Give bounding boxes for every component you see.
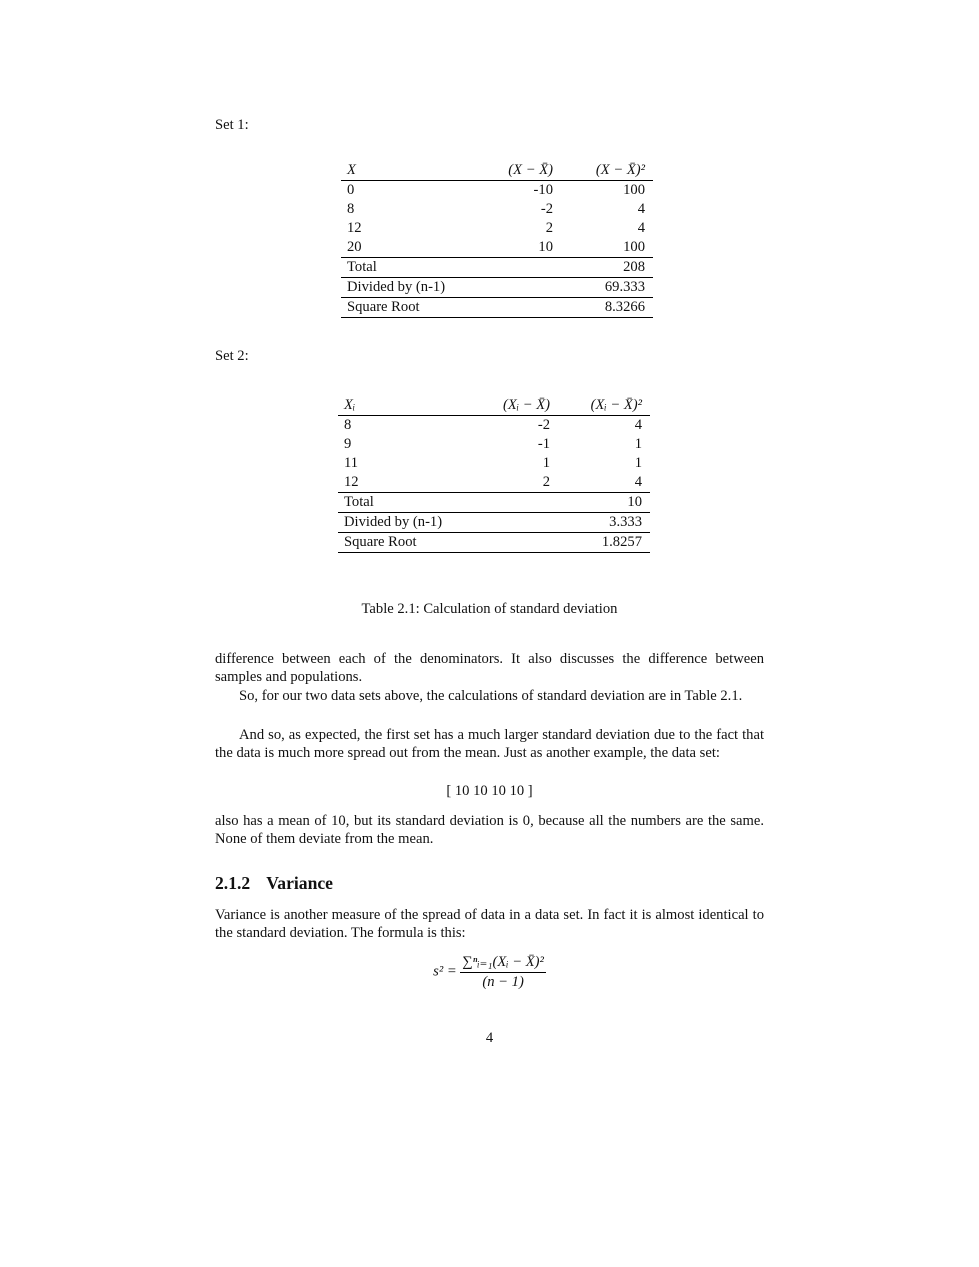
total-label: Total xyxy=(341,258,467,278)
paragraph: So, for our two data sets above, the calculations of standard deviation are in Table 2.1. xyxy=(239,688,743,704)
table-cell: 4 xyxy=(637,201,645,217)
total-value: 208 xyxy=(557,258,653,278)
table-cell: -2 xyxy=(537,417,550,433)
table-row xyxy=(341,200,653,219)
section-number: 2.1.2 xyxy=(215,873,251,893)
table-cell: 1 xyxy=(634,436,642,452)
formula-lhs: s² = xyxy=(433,963,457,980)
divided-row xyxy=(338,513,650,533)
column-header: (Xᵢ − X̄) xyxy=(464,396,554,416)
total-label: Total xyxy=(338,493,464,513)
paragraph: difference between each of the denominators. It also discusses the difference between samples and populations. xyxy=(215,651,764,686)
table-cell: 12 xyxy=(347,220,362,236)
sqrt-value: 1.8257 xyxy=(554,533,650,553)
column-header: X xyxy=(341,161,467,181)
set2-label: Set 2: xyxy=(215,348,249,364)
divided-value: 3.333 xyxy=(554,513,650,533)
formula-numerator: ∑ⁿᵢ₌₁(Xᵢ − X̄)² xyxy=(460,953,545,973)
table-cell: 1 xyxy=(634,455,642,471)
table-row xyxy=(338,435,650,454)
table-cell: 4 xyxy=(634,417,642,433)
total-row xyxy=(338,493,650,513)
table-cell: -10 xyxy=(533,182,553,198)
formula-fraction xyxy=(460,953,545,991)
table-cell: 8 xyxy=(347,201,355,217)
formula-denominator: (n − 1) xyxy=(482,974,524,990)
table-cell: 9 xyxy=(344,436,352,452)
table-caption: Table 2.1: Calculation of standard deviation xyxy=(361,601,618,617)
variance-formula xyxy=(215,953,764,991)
table-cell: 10 xyxy=(538,239,553,255)
table-cell: 2 xyxy=(542,474,550,490)
table-cell: -2 xyxy=(540,201,553,217)
table-cell: -1 xyxy=(537,436,550,452)
table-row xyxy=(341,181,653,201)
total-value: 10 xyxy=(554,493,650,513)
table-row xyxy=(341,238,653,258)
paragraph: And so, as expected, the first set has a much larger standard deviation due to the fact that the data is much more spread out from the mean. Just as another example, the data set: xyxy=(215,727,764,762)
table-header-row xyxy=(338,396,650,416)
table-cell: 20 xyxy=(347,239,362,255)
sqrt-value: 8.3266 xyxy=(557,298,653,318)
table-cell: 8 xyxy=(344,417,352,433)
column-header: (Xᵢ − X̄)² xyxy=(554,396,650,416)
total-row xyxy=(341,258,653,278)
set1-table xyxy=(341,161,653,318)
page-number: 4 xyxy=(485,1030,494,1046)
table-row xyxy=(338,454,650,473)
paragraph: Variance is another measure of the spread of data in a data set. In fact it is almost identical to the standard deviation. The formula is this: xyxy=(215,907,764,942)
table-row xyxy=(338,473,650,493)
sqrt-label: Square Root xyxy=(338,533,464,553)
column-header: Xᵢ xyxy=(338,396,464,416)
sqrt-label: Square Root xyxy=(341,298,467,318)
table-row xyxy=(341,219,653,238)
table-header-row xyxy=(341,161,653,181)
table-cell: 100 xyxy=(623,239,645,255)
divided-label: Divided by (n-1) xyxy=(338,513,464,533)
section-title: Variance xyxy=(266,873,333,893)
column-header: (X − X̄)² xyxy=(557,161,653,181)
table-cell: 11 xyxy=(344,455,359,471)
table-cell: 4 xyxy=(637,220,645,236)
display-data-set: [ 10 10 10 10 ] xyxy=(446,783,533,799)
set2-table xyxy=(338,396,650,553)
sqrt-row xyxy=(341,298,653,318)
set1-label: Set 1: xyxy=(215,117,249,133)
table-row xyxy=(338,416,650,436)
divided-row xyxy=(341,278,653,298)
divided-label: Divided by (n-1) xyxy=(341,278,467,298)
divided-value: 69.333 xyxy=(557,278,653,298)
paragraph: also has a mean of 10, but its standard deviation is 0, because all the numbers are the same. None of them deviate from the mean. xyxy=(215,813,764,848)
table-cell: 1 xyxy=(542,455,550,471)
table-cell: 2 xyxy=(545,220,553,236)
table-cell: 100 xyxy=(623,182,645,198)
table-cell: 4 xyxy=(634,474,642,490)
table-cell: 12 xyxy=(344,474,359,490)
column-header: (X − X̄) xyxy=(467,161,557,181)
table-cell: 0 xyxy=(347,182,355,198)
section-heading xyxy=(215,873,333,894)
sqrt-row xyxy=(338,533,650,553)
